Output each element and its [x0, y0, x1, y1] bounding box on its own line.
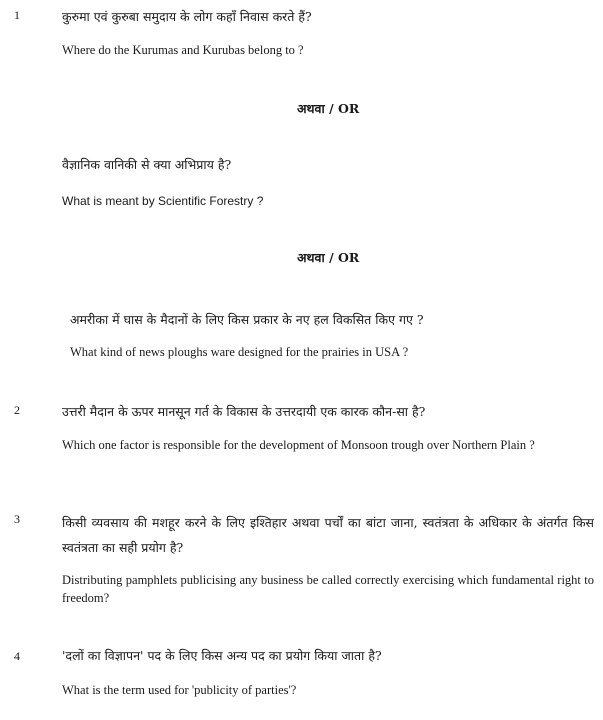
- alternative-text-hindi: अमरीका में घास के मैदानों के लिए किस प्रकार के नए हल विकसित किए गए ?: [70, 312, 424, 327]
- question-number: 4: [14, 649, 20, 663]
- question-text-english: Which one factor is responsible for the development of Monsoon trough over Northern Plain ?: [62, 438, 535, 452]
- question-number: 1: [14, 8, 20, 22]
- question-text-hindi: किसी व्यवसाय की मशहूर करने के लिए इश्तिहार अथवा पर्चों का बांटा जाना, स्वतंत्रता के अधिकार के अंतर्गत किस स्वतंत्रता का सही प्रयोग है?: [62, 515, 594, 555]
- or-separator: अथवा / OR: [297, 101, 360, 116]
- question-text-hindi: उत्तरी मैदान के ऊपर मानसून गर्त के विकास के उत्तरदायी एक कारक कौन-सा है?: [62, 404, 426, 419]
- alternative-text-english: What is meant by Scientific Forestry ?: [62, 194, 264, 208]
- alternative-text-hindi: वैज्ञानिक वानिकी से क्या अभिप्राय है?: [62, 157, 232, 172]
- question-number: 3: [14, 512, 20, 526]
- question-text-english: Distributing pamphlets publicising any business be called correctly exercising which fundamental right to freedom?: [62, 573, 594, 605]
- question-text-english: Where do the Kurumas and Kurubas belong to ?: [62, 43, 304, 57]
- question-text-english: What is the term used for 'publicity of parties'?: [62, 683, 297, 697]
- question-text-hindi: 'दलों का विज्ञापन' पद के लिए किस अन्य पद का प्रयोग किया जाता है?: [62, 648, 382, 663]
- question-number: 2: [14, 403, 20, 417]
- or-separator: अथवा / OR: [297, 250, 360, 265]
- alternative-text-english: What kind of news ploughs ware designed for the prairies in USA ?: [70, 345, 409, 359]
- question-text-hindi: कुरुमा एवं कुरुबा समुदाय के लोग कहाँ निवास करते हैं?: [62, 9, 312, 24]
